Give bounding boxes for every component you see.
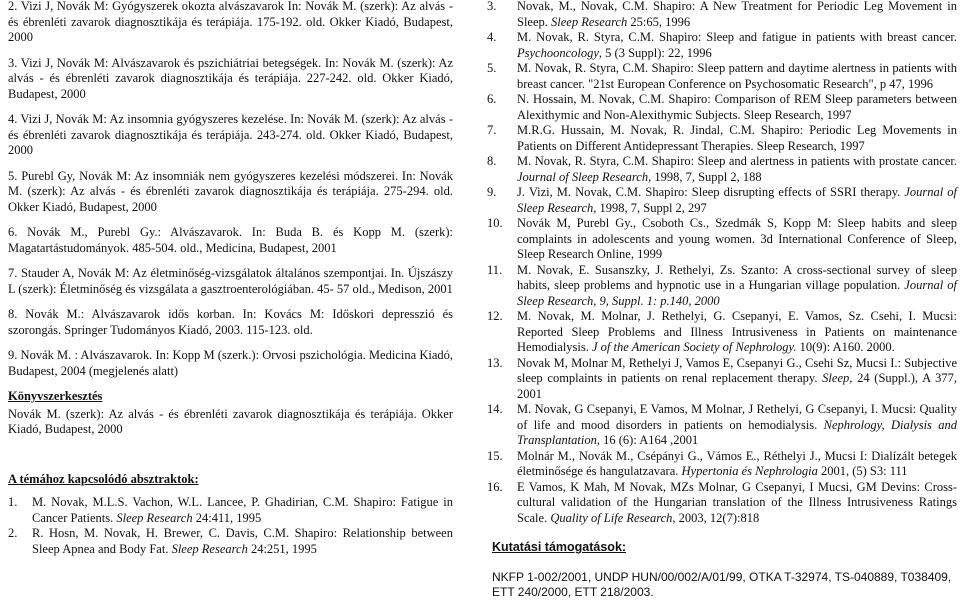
book-editing-heading: Könyvszerkesztés (8, 389, 103, 403)
abstract-item: 6. N. Hossain, M. Novak, C.M. Shapiro: Comparison of REM Sleep parameters between Alexithymic and Non-Alexithymic Subjects. Sleep Research, 1997 (487, 92, 957, 122)
abstract-item: 16. E Vamos, K Mah, M Novak, MZs Molnar, G Csepanyi, I Mucsi, GM Devins: Cross-cultural validation of the Hungarian translation of the Illness Intrusiveness Ratings Scale. Quality of Life Research, 2003, 12(7):818 (487, 479, 957, 525)
chapter-ref-7: 7. Stauder A, Novák M: Az életminőség-vizsgálatok általános szempontjai. In. Újszászy L (szerk): Életminőség és vizsgálata a gasztroenterológiában. 45- 57 old., Medison, 2001 (8, 266, 453, 296)
abstract-item: 3. Novak, M., Novak, C.M. Shapiro: A New Treatment for Periodic Leg Movement in Sleep. Sleep Research 25:65, 1996 (487, 0, 957, 29)
abstract-item: 14. M. Novak, G Csepanyi, E Vamos, M Molnar, J Rethelyi, G Csepanyi, I. Mucsi: Quality of life and mood disorders in patients on hemodialysis. Nephrology, Dialysis and Transplantation, 16 (6): A164 ,2001 (487, 402, 958, 447)
chapter-ref-6: 6. Novák M., Purebl Gy.: Alvászavarok. In: Buda B. és Kopp M. (szerk): Magatartástudományok. 485-504. old., Medicina, Budapest, 2001 (8, 225, 453, 255)
abstract-item: 1. M. Novak, M.L.S. Vachon, W.L. Lancee, P. Ghadirian, C.M. Shapiro: Fatigue in Cancer Patients. Sleep Research 24:411, 1995 (8, 495, 453, 525)
abstracts-list (8, 495, 453, 557)
chapter-ref-4: 4. Vizi J, Novák M: Az insomnia gyógyszeres kezelése. In: Novák M. (szerk): Az alvás - és ébrenléti zavarok diagnosztikája és terápiája. 243-274. old. Okker Kiadó, Budapest, 2000 (8, 112, 453, 157)
abstract-item: 4. M. Novak, R. Styra, C.M. Shapiro: Sleep and fatigue in patients with breast cancer. Psychooncology, 5 (3 Suppl): 22, 1996 (487, 30, 957, 60)
chapter-ref-2: 2. Vizi J, Novák M: Gyógyszerek okozta alvászavarok In: Novák M. (szerk): Az alvás - és ébrenléti zavarok diagnosztikája és terápiája. 175-192. old. Okker Kiadó, Budapest, 2000 (8, 0, 453, 44)
abstracts-heading: A témához kapcsolódó absztraktok: (8, 471, 199, 486)
chapter-ref-5: 5. Purebl Gy, Novák M: Az insomniák nem gyógyszeres kezelési módszerei. In: Novák M. (szerk): Az alvás - és ébrenléti zavarok diagnosztikája és terápiája. 275-294. old. Okker Kiadó, Budapest, 2000 (8, 168, 453, 214)
funding-heading: Kutatási támogatások: (492, 540, 627, 554)
left-column (8, 0, 453, 557)
abstract-item: 11. M. Novak, E. Susanszky, J. Rethelyi, Zs. Szanto: A cross-sectional survey of sleep habits, sleep problems and hypnotic use in a Hungarian village population. Journal of Sleep Research, 9, Suppl. 1: p.140, 2000 (487, 262, 957, 308)
chapter-ref-8: 8. Novák M.: Alvászavarok idős korban. In: Kovács M: Időskori depresszió és szorongás. Springer Tudományos Kiadó, 2003. 115-123. old. (8, 307, 453, 337)
abstract-item: 5. M. Novak, R. Styra, C.M. Shapiro: Sleep pattern and daytime alertness in patients with breast cancer. "21st European Conference on Psychosomatic Research", p 47, 1996 (487, 61, 957, 91)
abstract-item: 8. M. Novak, R. Styra, C.M. Shapiro: Sleep and alertness in patients with prostate cancer. Journal of Sleep Research, 1998, 7, Suppl 2, 188 (487, 154, 957, 184)
abstracts-list-continued (487, 0, 957, 526)
chapter-ref-9: 9. Novák M. : Alvászavarok. In: Kopp M (szerk.): Orvosi pszichológia. Medicina Kiadó, Budapest, 2004 (megjelenés alatt) (8, 348, 453, 378)
funding-text: NKFP 1-002/2001, UNDP HUN/00/002/A/01/99, OTKA T-32974, TS-040889, T038409, ETT 240/2000, ETT 218/2003. (492, 569, 952, 599)
abstract-item: 13. Novak M, Molnar M, Rethelyi J, Vamos E, Csepanyi G., Csehi Sz, Mucsi I.: Subjective sleep complaints in patients on renal replacement therapy. Sleep, 24 (Suppl.), A 377, 2001 (487, 355, 957, 401)
abstract-item: 9. J. Vizi, M. Novak, C.M. Shapiro: Sleep disrupting effects of SSRI therapy. Journal of Sleep Research, 1998, 7, Suppl 2, 297 (487, 185, 957, 215)
abstract-item: 10. Novák M, Purebl Gy., Csoboth Cs., Szedmák S, Kopp M: Sleep habits and sleep complaints in adolescents and young women. 3d International Conference of Sleep, Sleep Research Online, 1999 (487, 216, 957, 261)
abstract-item: 12. M. Novak, M. Molnar, J. Rethelyi, G. Csepanyi, E. Vamos, Sz. Csehi, I. Mucsi: Reported Sleep Problems and Illness Intrusiveness in Patients on maintenance Hemodialysis. J of the American Society of Nephrology. 10(9): A160. 2000. (487, 309, 957, 354)
abstract-item: 7. M.R.G. Hussain, M. Novak, R. Jindal, C.M. Shapiro: Periodic Leg Movements in Patients on Different Antidepressant Therapies. Sleep Research, 1997 (487, 123, 957, 153)
abstract-item: 2. R. Hosn, M. Novak, H. Brewer, C. Davis, C.M. Shapiro: Relationship between Sleep Apnea and Body Fat. Sleep Research 24:251, 1995 (8, 526, 453, 556)
book-editing-text: Novák M. (szerk): Az alvás - és ébrenléti zavarok diagnosztikája és terápiája. Okker Kiadó, Budapest, 2000 (8, 406, 453, 436)
chapter-ref-3: 3. Vizi J, Novák M: Alvászavarok és pszichiátriai betegségek. In: Novák M. (szerk): Az alvás - és ébrenléti zavarok diagnosztikája és terápiája. 227-242. old. Okker Kiadó, Budapest, 2000 (8, 55, 453, 101)
right-column (487, 0, 957, 600)
abstract-item: 15. Molnár M., Novák M., Csépányi G., Vámos E., Réthelyi J., Mucsi I: Dialízált betegek életminősége és hangulatzavara. Hypertonia és Nephrologia 2001, (5) S3: 111 (487, 448, 957, 478)
